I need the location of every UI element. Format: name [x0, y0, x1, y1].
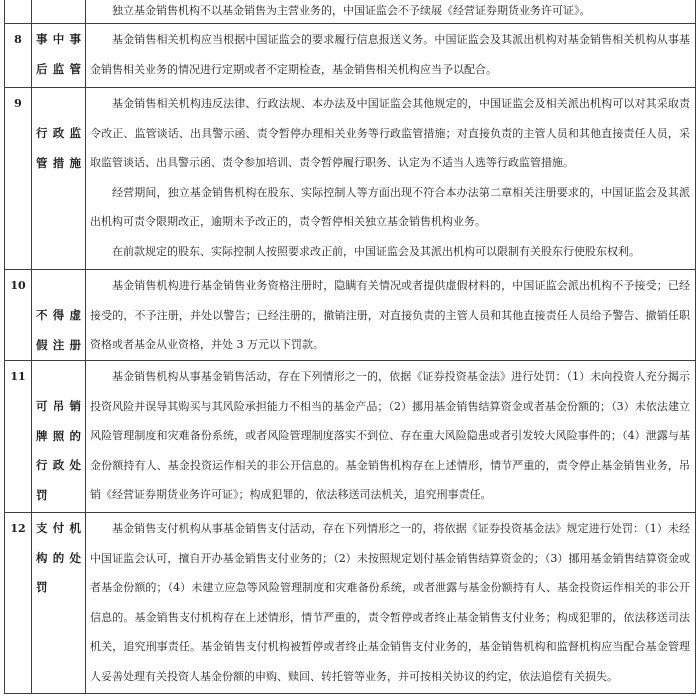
content-cell [86, 88, 695, 269]
row-number-cell: 10 [5, 270, 32, 360]
content-cell [86, 24, 695, 87]
category-cell [32, 24, 86, 87]
row-number-cell: 12 [5, 513, 32, 693]
category-label: 罚 [36, 487, 48, 502]
category-cell [32, 0, 86, 23]
category-label: 构的处 [36, 550, 81, 565]
category-cell [32, 88, 86, 269]
row-number-cell: 8 [5, 24, 32, 87]
category-label: 事中事 [36, 32, 81, 46]
row-number-cell: 9 [5, 88, 32, 269]
regulation-table [4, 0, 696, 694]
category-label: 牌照的 [36, 428, 81, 443]
category-cell [32, 361, 86, 512]
content-cell [86, 0, 695, 23]
paragraph: 基金销售支付机构从事基金销售支付活动，存在下列情形之一的，将依据《证券投资基金法》规定进行处罚：（1）未经中国证监会认可，擅自开办基金销售支付业务的；（2）未按照规定划付基金销售结算资金的；（3）挪用基金销售结算资金或者基金份额的；（4）未建立应急等风险管理制度和灾难备份系统，或者泄露与基金份额持有人、基金投资运作相关的非公开信息的。基金销售支付机构存在上述情形，情节严重的，责令暂停或者终止基金销售支付业务；构成犯罪的，依法移送司法机关，追究刑事责任。基金销售支付机构被暂停或者终止基金销售支付业务的，基金销售机构和监督机构应当配合基金管理人妥善处理有关投资人基金份额的申购、赎回、转托管等业务，并可按相关协议的约定，依法追偿有关损失。 [90, 522, 690, 683]
category-cell [32, 270, 86, 360]
content-cell [86, 361, 695, 512]
paragraph: 基金销售机构从事基金销售活动，存在下列情形之一的，依据《证券投资基金法》进行处罚：（1）未向投资人充分揭示投资风险并误导其购买与其风险承担能力不相当的基金产品；（2）挪用基金销售结算资金或者基金份额的；（3）未依法建立风险管理制度和灾难备份系统，或者风险管理制度落实不到位、存在重大风险隐患或者引发较大风险事件的；（4）泄露与基金份额持有人、基金投资运作相关的非公开信息的。基金销售机构存在上述情形，情节严重的，责令停止基金销售业务，吊销《经营证券期货业务许可证》；构成犯罪的，依法移送司法机关，追究刑事责任。 [90, 370, 690, 501]
table-row [5, 361, 695, 513]
category-label: 可吊销 [36, 399, 81, 413]
paragraph: 独立基金销售机构不以基金销售为主营业务的，中国证监会不予续展《经营证券期货业务许可证》。 [112, 4, 591, 17]
category-label: 不得虚 [36, 308, 81, 322]
row-number-cell: 11 [5, 361, 32, 512]
paragraph: 基金销售相关机构违反法律、行政法规、本办法及中国证监会其他规定的，中国证监会及相关派出机构可以对其采取责令改正、监管谈话、出具警示函、责令暂停办理相关业务等行政监管措施；对直接负责的主管人员和其他直接责任人员，采取监管谈话、出具警示函、责令参加培训、责令暂停履行职务、认定为不适当人选等行政监管措施。 [90, 97, 690, 169]
table-row [5, 24, 695, 88]
table-row [5, 0, 695, 24]
category-label: 罚 [36, 580, 48, 594]
table-row [5, 88, 695, 270]
category-label: 管措施 [36, 155, 81, 170]
category-cell [32, 513, 86, 693]
paragraph: 基金销售机构进行基金销售业务资格注册时，隐瞒有关情况或者提供虚假材料的，中国证监会派出机构不予接受；已经接受的，不予注册，并处以警告；已经注册的，撤销注册，对直接负责的主管人员和其他直接责任人员给予警告、撤销任职资格或者基金从业资格，并处 3 万元以下罚款。 [90, 279, 690, 351]
content-cell [86, 270, 695, 360]
category-label: 支付机 [36, 521, 81, 535]
table-row [5, 270, 695, 361]
content-cell [86, 513, 695, 693]
category-label: 后监管 [36, 61, 81, 76]
paragraph: 在前款规定的股东、实际控制人按照要求改正前，中国证监会及其派出机构可以限制有关股东行使股东权利。 [112, 244, 640, 258]
category-label: 行政处 [36, 458, 81, 472]
row-number-cell [5, 0, 32, 23]
category-label: 假注册 [36, 337, 81, 352]
category-label: 行政监 [36, 126, 81, 140]
paragraph: 基金销售相关机构应当根据中国证监会的要求履行信息报送义务。中国证监会及其派出机构对基金销售相关机构从事基金销售相关业务的情况进行定期或者不定期检查，基金销售相关机构应当予以配合。 [90, 33, 690, 76]
paragraph: 经营期间，独立基金销售机构在股东、实际控制人等方面出现不符合本办法第二章相关注册要求的，中国证监会及其派出机构可责令限期改正，逾期未予改正的，责令暂停相关独立基金销售机构业务。 [90, 185, 690, 228]
table-row [5, 513, 695, 694]
